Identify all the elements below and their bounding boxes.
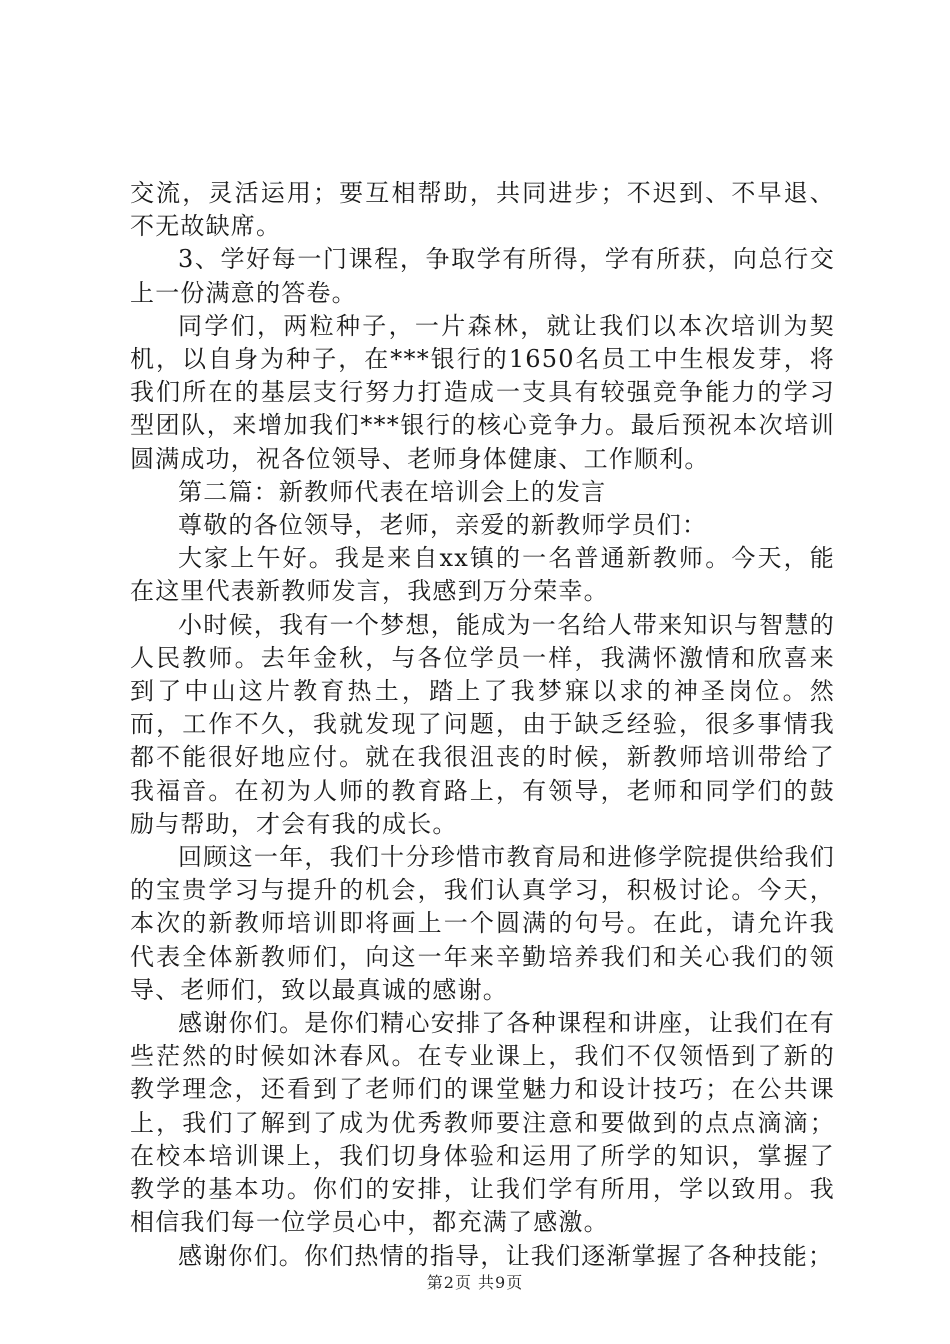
paragraph: 同学们，两粒种子，一片森林，就让我们以本次培训为契机，以自身为种子，在***银行的1650名员工中生根发芽，将我们所在的基层支行努力打造成一支具有较强竞争能力的学习型团队，来增加我们***银行的核心竞争力。最后预祝本次培训圆满成功，祝各位领导、老师身体健康、工作顺利。 [130,311,835,473]
section-heading: 第二篇：新教师代表在培训会上的发言 [178,477,607,506]
paragraph: 小时候，我有一个梦想，能成为一名给人带来知识与智慧的人民教师。去年金秋，与各位学员一样，我满怀激情和欣喜来到了中山这片教育热土，踏上了我梦寐以求的神圣岗位。然而，工作不久，我就发现了问题，由于缺乏经验，很多事情我都不能很好地应付。就在我很沮丧的时候，新教师培训带给了我福音。在初为人师的教育路上，有领导，老师和同学们的鼓励与帮助，才会有我的成长。 [130,610,835,838]
paragraph: 交流，灵活运用；要互相帮助，共同进步；不迟到、不早退、不无故缺席。 [130,179,835,241]
paragraph: 大家上午好。我是来自xx镇的一名普通新教师。今天，能在这里代表新教师发言，我感到万分荣幸。 [130,544,835,606]
paragraph: 感谢你们。你们热情的指导，让我们逐渐掌握了各种技能； [178,1241,834,1270]
document-body [130,177,835,1273]
salutation: 尊敬的各位领导，老师，亲爱的新教师学员们： [178,511,708,540]
page-number: 第2页 共9页 [426,1273,524,1292]
paragraph: 回顾这一年，我们十分珍惜市教育局和进修学院提供给我们的宝贵学习与提升的机会，我们认真学习，积极讨论。今天，本次的新教师培训即将画上一个圆满的句号。在此，请允许我代表全体新教师们，向这一年来辛勤培养我们和关心我们的领导、老师们，致以最真诚的感谢。 [130,843,835,1004]
paragraph: 3、学好每一门课程，争取学有所得，学有所获，向总行交上一份满意的答卷。 [130,245,835,307]
paragraph: 感谢你们。是你们精心安排了各种课程和讲座，让我们在有些茫然的时候如沐春风。在专业课上，我们不仅领悟到了新的教学理念，还看到了老师们的课堂魅力和设计技巧；在公共课上，我们了解到了成为优秀教师要注意和要做到的点点滴滴；在校本培训课上，我们切身体验和运用了所学的知识，掌握了教学的基本功。你们的安排，让我们学有所用，学以致用。我相信我们每一位学员心中，都充满了感激。 [130,1009,835,1237]
